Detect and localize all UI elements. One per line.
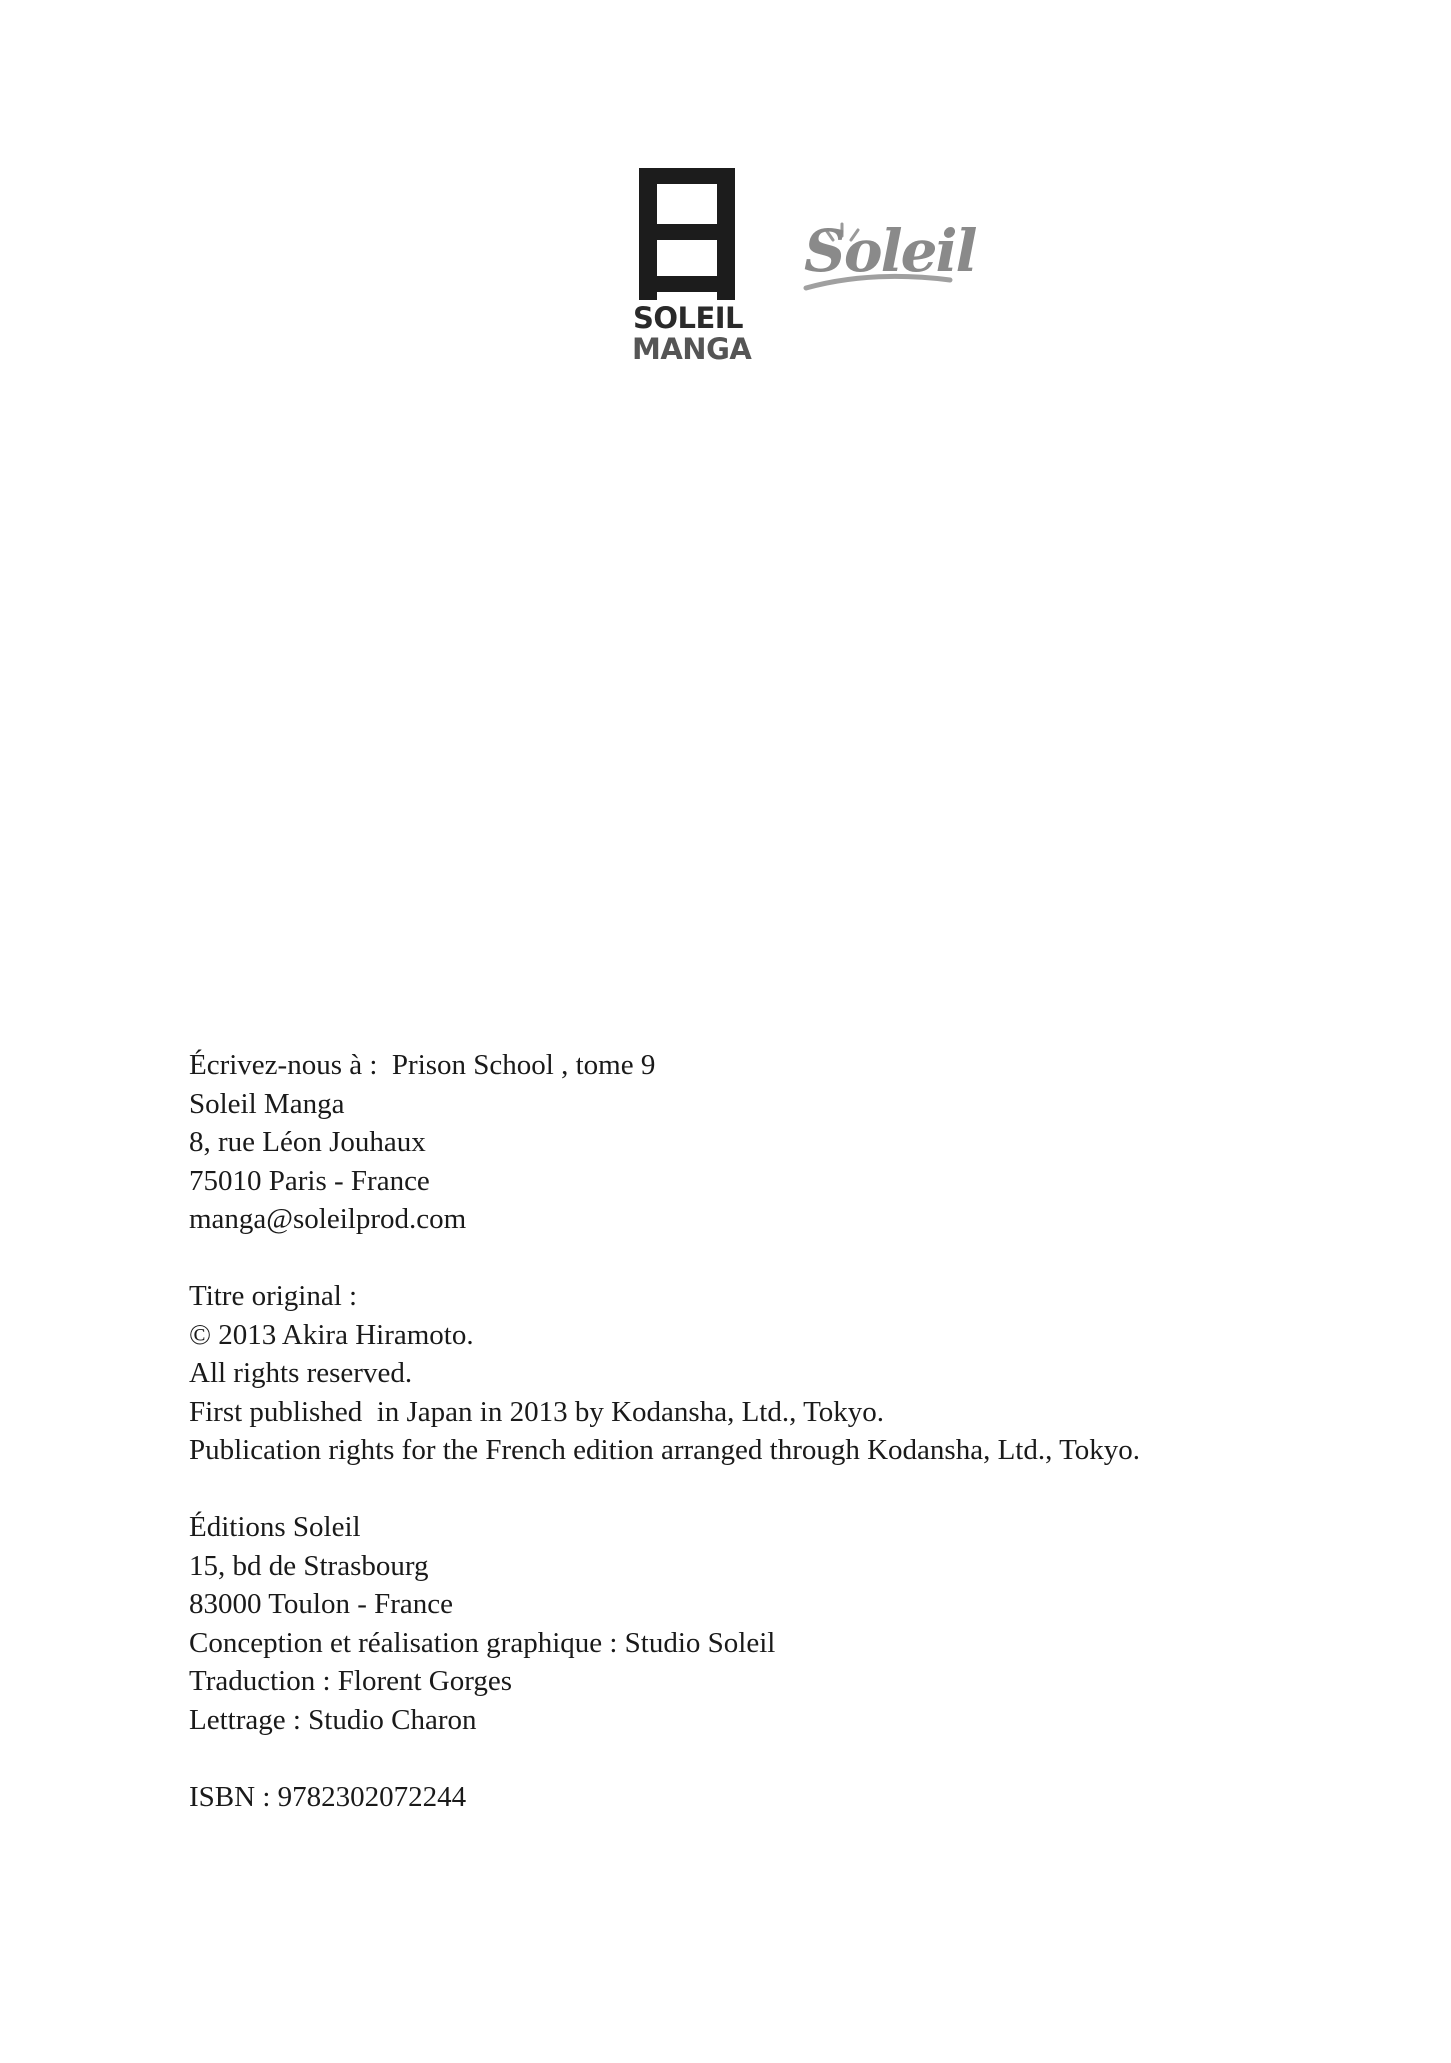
sun-kanji-icon <box>635 168 739 300</box>
contact-line: Écrivez-nous à : Prison School , tome 9 <box>189 1049 656 1081</box>
contact-block <box>189 1046 1389 1239</box>
editions-line: Conception et réalisation graphique : Studio Soleil <box>189 1626 776 1659</box>
soleil-signature-logo <box>800 210 976 310</box>
editions-line: Lettrage : Studio Charon <box>189 1703 477 1736</box>
editions-line: 15, bd de Strasbourg <box>189 1549 429 1582</box>
rights-line: © 2013 Akira Hiramoto. <box>189 1318 474 1351</box>
isbn-line: ISBN : 9782302072244 <box>189 1780 467 1813</box>
soleil-manga-logo <box>632 168 752 368</box>
rights-line: All rights reserved. <box>189 1357 413 1389</box>
colophon <box>189 1046 1389 1816</box>
contact-line: Soleil Manga <box>189 1087 345 1120</box>
contact-line: 8, rue Léon Jouhaux <box>189 1126 426 1158</box>
editions-line: Traduction : Florent Gorges <box>189 1665 513 1697</box>
soleil-logo-wordmark: Soleil <box>804 217 976 285</box>
editions-block <box>189 1508 1389 1739</box>
logo-word-manga: MANGA <box>632 332 752 366</box>
rights-line: Publication rights for the French edition arranged through Kodansha, Ltd., Tokyo. <box>189 1434 1141 1466</box>
logo-word-soleil: SOLEIL <box>632 301 744 335</box>
isbn-block <box>189 1778 1389 1817</box>
editions-line: 83000 Toulon - France <box>189 1588 454 1620</box>
contact-line: 75010 Paris - France <box>189 1164 430 1197</box>
rights-block <box>189 1277 1389 1470</box>
editions-line: Éditions Soleil <box>189 1511 361 1543</box>
rights-line: Titre original : <box>189 1280 358 1312</box>
contact-email: manga@soleilprod.com <box>189 1203 467 1235</box>
rights-line: First published in Japan in 2013 by Kodansha, Ltd., Tokyo. <box>189 1395 885 1428</box>
